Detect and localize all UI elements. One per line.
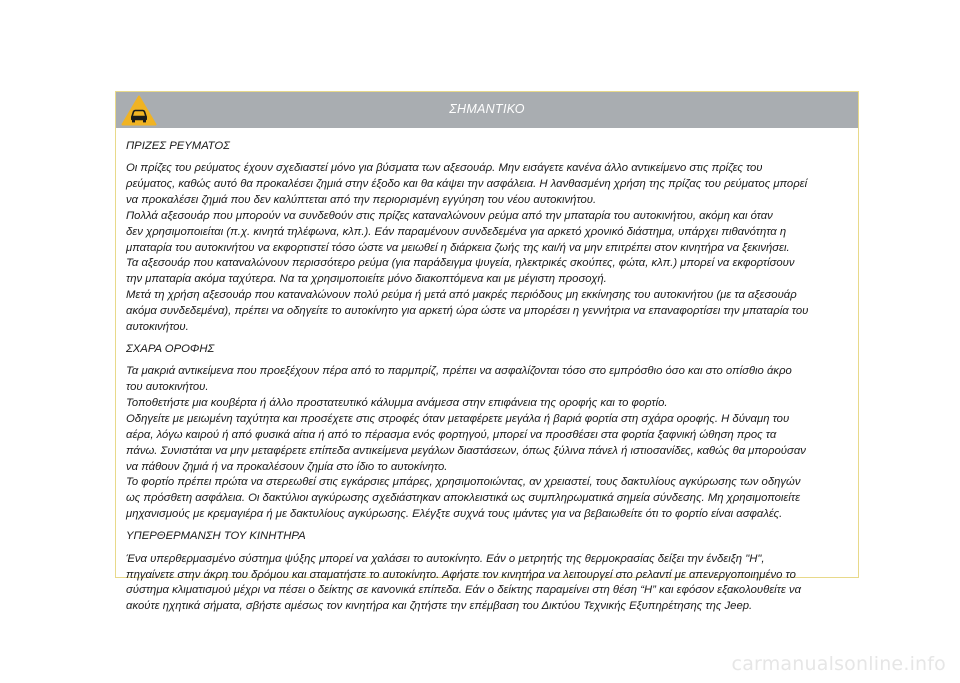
body-line: πάνω. Συνιστάται να μην μεταφέρετε επίπεδα αντικείμενα μεγάλων διαστάσεων, όπως ξύλινα πάνελ ή ιστιοσανίδες, καθώς θα μπορούσαν — [126, 444, 806, 457]
body-line: μηχανισμούς με κρεμαγιέρα ή με δακτυλίους αγκύρωσης. Ελέγξτε συχνά τους ιμάντες για να βεβαιωθείτε ότι το φορτίο είναι ασφαλές. — [126, 508, 783, 521]
body-line: Οι πρίζες του ρεύματος έχουν σχεδιαστεί μόνο για βύσματα των αξεσουάρ. Μην εισάγετε κανένα άλλο αντικείμενο στις πρίζες του — [126, 162, 763, 175]
body-line: Το φορτίο πρέπει πρώτα να στερεωθεί στις εγκάρσιες μπάρες, χρησιμοποιώντας, αν χρειαστεί, τους δακτυλίους αγκύρωσης των οδηγών — [126, 476, 801, 489]
body-line: Ένα υπερθερμασμένο σύστημα ψύξης μπορεί να χαλάσει το αυτοκίνητο. Εάν ο μετρητής της θερμοκρασίας δείξει την ένδειξη "H", — [126, 552, 765, 565]
section-heading: ΣΧΑΡΑ ΟΡΟΦΗΣ — [126, 343, 215, 356]
body-line: του αυτοκινήτου. — [126, 381, 209, 394]
body-line: μπαταρία του αυτοκινήτου να εκφορτιστεί τόσο ώστε να μειωθεί η διάρκεια ζωής της και/ή να μην επιτρέπει στον κινητήρα να ξεκινήσει. — [126, 241, 790, 254]
body-line: να προκαλέσει ζημιά που δεν καλύπτεται από την περιορισμένη εγγύηση του νέου αυτοκινήτου. — [126, 194, 597, 207]
section-heading: ΥΠΕΡΘΕΡΜΑΝΣΗ ΤΟΥ ΚΙΝΗΤΗΡΑ — [126, 530, 306, 543]
body-line: Μετά τη χρήση αξεσουάρ που καταναλώνουν πολύ ρεύμα ή μετά από μακρές περιόδους μη εκκίνησης του αυτοκινήτου (με τα αξεσουάρ — [126, 289, 797, 302]
body-line: ακόμα συνδεδεμένα), πρέπει να οδηγείτε το αυτοκίνητο για αρκετή ώρα ώστε να μπορέσει η γεννήτρια να επαναφορτίσει την μπαταρία του — [126, 304, 809, 317]
notice-sections — [126, 139, 852, 615]
body-line: Τα αξεσουάρ που καταναλώνουν περισσότερο ρεύμα (για παράδειγμα ψυγεία, ηλεκτρικές σκούπες, φώτα, κλπ.) μπορεί να εκφορτίσουν — [126, 257, 795, 270]
body-line: Τοποθετήστε μια κουβέρτα ή άλλο προστατευτικό κάλυμμα ανάμεσα στην επιφάνεια της οροφής και το φορτίο. — [126, 397, 668, 410]
body-line: ρεύματος, καθώς αυτό θα προκαλέσει ζημιά στην έξοδο και θα κάψει την ασφάλεια. Η λανθασμένη χρήση της πρίζας του ρεύματος μπορεί — [126, 178, 808, 191]
body-line: Τα μακριά αντικείμενα που προεξέχουν πέρα από το παρμπρίζ, πρέπει να ασφαλίζονται τόσο στο εμπρόσθιο όσο και στο οπίσθιο άκρο — [126, 365, 792, 378]
notice-content — [126, 139, 852, 615]
body-line: ως πρόσθετη ασφάλεια. Οι δακτύλιοι αγκύρωσης σχεδιάστηκαν αποκλειστικά ως συμπληρωματικά σημεία σύνδεσης. Μη χρησιμοποιείτε — [126, 492, 801, 505]
body-line: Πολλά αξεσουάρ που μπορούν να συνδεθούν στις πρίζες καταναλώνουν ρεύμα από την μπαταρία του αυτοκινήτου, ακόμη και όταν — [126, 209, 773, 222]
section-heading: ΠΡΙΖΕΣ ΡΕΥΜΑΤΟΣ — [126, 140, 230, 152]
body-line: Οδηγείτε με μειωμένη ταχύτητα και προσέχετε στις στροφές όταν μεταφέρετε μεγάλα ή βαριά φορτία στη σχάρα οροφής. Η δύναμη του — [126, 413, 790, 425]
body-line: σύστημα κλιματισμού μέχρι να πέσει ο δείκτης σε κανονικά επίπεδα. Εάν ο δείκτης παραμείνει στη θέση “H” και εφόσον εξακολουθείτε να — [126, 584, 802, 597]
notice-title: ΣΗΜΑΝΤΙΚΟ — [449, 102, 525, 116]
body-line: δεν χρησιμοποιείται (π.χ. κινητά τηλέφωνα, κλπ.). Εάν παραμένουν συνδεδεμένα για αρκετό χρονικό διάστημα, υπάρχει πιθανότητα η — [126, 225, 787, 238]
body-line: ακούτε ηχητικά σήματα, σβήστε αμέσως τον κινητήρα και ζητήστε την επέμβαση του Δικτύου Τεχνικής Εξυπηρέτησης της Jeep. — [126, 600, 753, 613]
notice-header — [116, 92, 858, 128]
body-line: την μπαταρία ακόμα ταχύτερα. Να τα χρησιμοποιείτε μόνο διακοπτόμενα και με μέγιστη προσοχή. — [126, 273, 607, 286]
body-line: να πάθουν ζημιά ή να προκαλέσουν ζημία στο ίδιο το αυτοκίνητο. — [126, 460, 448, 473]
body-line: πηγαίνετε στην άκρη του δρόμου και σταματήστε το αυτοκίνητο. Αφήστε τον κινητήρα να λειτουργεί στο ρελαντί με απενεργοποιημένο το — [126, 568, 796, 581]
body-line: αέρα, λόγω καιρού ή από φυσικά αίτια ή από το πέρασμα ενός φορτηγού, μπορεί να προσθέσει στα φορτία ξαφνική ώθηση προς τα — [126, 428, 777, 441]
important-notice-box — [115, 91, 859, 613]
watermark-text: carmanualsonline.info — [731, 653, 946, 675]
body-line: αυτοκινήτου. — [126, 320, 189, 333]
